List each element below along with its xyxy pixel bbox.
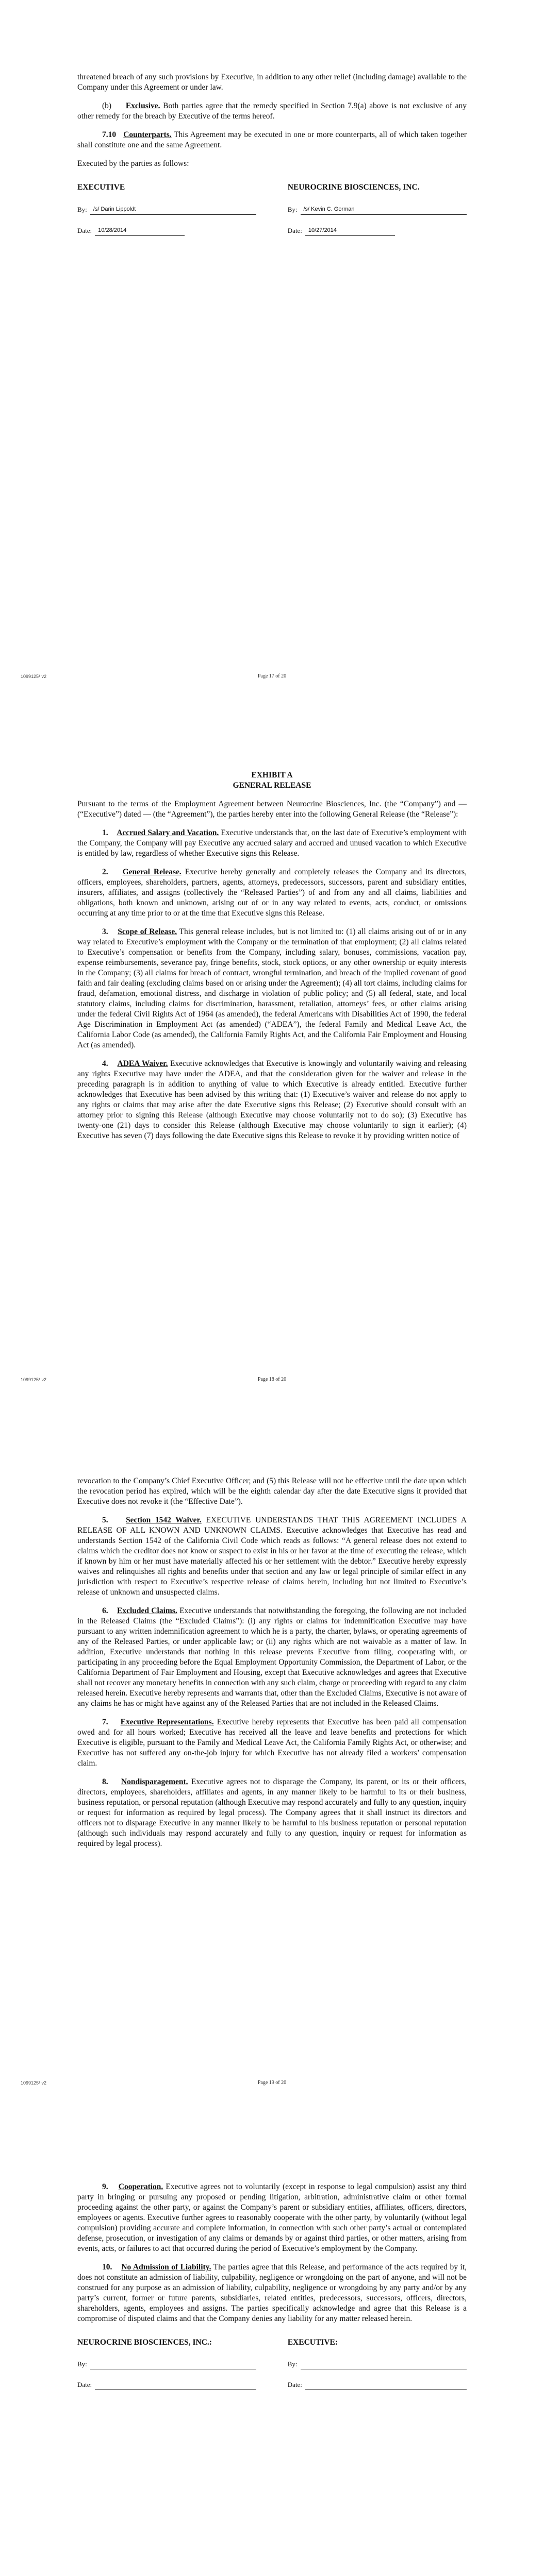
release-intro: Pursuant to the terms of the Employment Agreement between Neurocrine Biosciences, Inc. (the “Company”) and — (“Executive”) dated — (the “Agreement”), the parties hereby enter into the following General Release (the “Release”): xyxy=(77,800,467,819)
page-footer xyxy=(0,669,544,682)
section-1: 1. Accrued Salary and Vacation. Executive understands that, on the last date of Executive’s employment with the Company, the Company will pay Executive any accrued salary and accrued and unused vacation to which Executive is entitled by law, regardless of whether Executive signs this Release. xyxy=(77,828,467,858)
section-7-9-b: (b) Exclusive. Both parties agree that the remedy specified in Section 7.9(a) above is not exclusive of any other remedy for the breach by Executive of the terms hereof. xyxy=(77,101,467,121)
date-value: 10/28/2014 xyxy=(95,225,185,236)
date-blank xyxy=(305,2381,467,2390)
page-20 xyxy=(0,2110,544,2576)
release-signature-block xyxy=(77,2337,467,2400)
signature-blank xyxy=(90,2361,257,2369)
signature-blank xyxy=(301,2361,467,2369)
section-9: 9. Cooperation. Executive agrees not to voluntarily (except in response to legal compulsion) assist any third party in bringing or pursuing any proposed or pending litigation, arbitration, administrative claim or other formal proceeding against the other party, or against the Company’s parent or subsidiary entities, affiliates, officers, directors, employees or agents. Executive further agrees to reasonably cooperate with the other party, by voluntarily (without legal compulsion) providing accurate and complete information, in connection with such other party’s actual or contemplated defense, prosecution, or investigation of any claims or demands by or against third parties, or other matters, arising from events, acts, or failures to act that occurred during the period of Executive’s employment by the Company. xyxy=(77,2182,467,2253)
executive-signature: EXECUTIVE: By: Date: xyxy=(288,2337,467,2400)
section-7: 7. Executive Representations. Executive hereby represents that Executive has been paid all compensation owed and for all hours worked; Executive has received all the leave and leave benefits and protections for which Executive is eligible, pursuant to the Family and Medical Leave Act, the California Family Rights Act, or otherwise; and Executive has not suffered any on-the-job injury for which Executive has not already filed a workers’ compensation claim. xyxy=(77,1718,467,1768)
signature-value: /s/ Kevin C. Gorman xyxy=(301,204,467,215)
doc-id: 1099125¹ v2 xyxy=(21,2080,47,2086)
continuation-paragraph: revocation to the Company’s Chief Executive Officer; and (5) this Release will not be effective until the date upon which the revocation period has expired, which will be the eighth calendar day after the date Executive signs it provided that Executive does not revoke it (the “Effective Date”). xyxy=(77,1477,467,1506)
date-value: 10/27/2014 xyxy=(305,225,395,236)
page-footer xyxy=(0,1372,544,1385)
page-19 xyxy=(0,1406,544,2110)
date-blank xyxy=(95,2381,256,2390)
company-signature: NEUROCRINE BIOSCIENCES, INC.: By: Date: xyxy=(77,2337,256,2400)
doc-id: 1099125¹ v2 xyxy=(21,1377,47,1382)
page-footer xyxy=(0,2076,544,2088)
section-8: 8. Nondisparagement. Executive agrees not to disparage the Company, its parent, or its or their officers, directors, employees, shareholders, affiliates and agents, in any manner likely to be harmful to its or their business, business reputation, or personal reputation (although Executive may respond accurately and fully to any question, inquiry or request for information as required by legal process). The Company agrees that it shall instruct its directors and officers not to disparage Executive in any manner likely to be harmful to his business reputation or personal reputation (although such individuals may respond accurately and fully to any question, inquiry or request for information as required by legal process). xyxy=(77,1777,467,1848)
executed-line: Executed by the parties as follows: xyxy=(77,159,189,168)
party-name: NEUROCRINE BIOSCIENCES, INC.: xyxy=(77,2338,212,2347)
page-number: Page 17 of 20 xyxy=(257,673,287,679)
section-4: 4. ADEA Waiver. Executive acknowledges that Executive is knowingly and voluntarily waiving and releasing any rights Executive may have under the ADEA, and that the consideration given for the waiver and release in the preceding paragraph is in addition to anything of value to which Executive is already entitled. Executive further acknowledges that Executive has been advised by this writing that: (1) Executive’s waiver and release do not apply to any rights or claims that may arise after the date Executive signs this Release; (2) Executive should consult with an attorney prior to signing this Release (although Executive may choose voluntarily not to do so); (3) Executive has twenty-one (21) days to consider this Release (although Executive may choose voluntarily to sign it earlier); (4) Executive has seven (7) days following the date Executive signs this Release to revoke it by providing written notice of xyxy=(77,1059,467,1140)
exhibit-title: GENERAL RELEASE xyxy=(233,781,311,790)
exhibit-label: EXHIBIT A xyxy=(251,771,293,779)
section-10: 10. No Admission of Liability. The parties agree that this Release, and performance of the acts required by it, does not constitute an admission of liability, culpability, negligence or wrongdoing on the part of anyone, and will not be construed for any purpose as an admission of liability, culpability, negligence or wrongdoing by any party and/or by any party’s current, former or future parents, subsidiaries, related entities, predecessors, successors, officers, directors, shareholders, agents, employees and assigns. The parties specifically acknowledge and agree that this Release is a compromise of disputed claims and that the Company denies any liability for any matter released herein. xyxy=(77,2263,467,2323)
section-6: 6. Excluded Claims. Executive understands that notwithstanding the foregoing, the following are not included in the Released Claims (the “Excluded Claims”): (i) any rights or claims for indemnification Executive may have pursuant to any written indemnification agreement to which he is a party, the charter, bylaws, or operating agreements of any of the Released Parties, or under applicable law; or (ii) any rights which are not waivable as a matter of law. In addition, Executive understands that nothing in this release prevents Executive from filing, cooperating with, or participating in any proceeding before the Equal Employment Opportunity Commission, the Department of Labor, or the California Department of Fair Employment and Housing, except that Executive acknowledges and agrees that Executive shall not recover any monetary benefits in connection with any such claim, charge or proceeding with regard to any claim released herein. Executive hereby represents and warrants that, other than the Excluded Claims, Executive is not aware of any claims he has or might have against any of the Released Parties that are not included in the Released Claims. xyxy=(77,1606,467,1708)
page-18 xyxy=(0,703,544,1406)
executive-signature: EXECUTIVE By: /s/ Darin Lippoldt Date: 10/28/2014 xyxy=(77,182,256,246)
party-name: EXECUTIVE: xyxy=(287,2338,338,2347)
party-name: EXECUTIVE xyxy=(77,183,125,192)
party-name: NEUROCRINE BIOSCIENCES, INC. xyxy=(287,183,420,192)
section-5: 5. Section 1542 Waiver. EXECUTIVE UNDERSTANDS THAT THIS AGREEMENT INCLUDES A RELEASE OF ALL KNOWN AND UNKNOWN CLAIMS. Executive acknowledges that Executive has read and understands Section 1542 of the California Civil Code which reads as follows: “A general release does not extend to claims which the creditor does not know or suspect to exist in his or her favor at the time of executing the release, which if known by him or her must have materially affected his or her settlement with the debtor.” Executive hereby expressly waives and relinquishes all rights and benefits under that section and any law or legal principle of similar effect in any jurisdiction with respect to Executive’s respective release of claims herein, including but not limited to Executive’s release of unknown and unsuspected claims. xyxy=(77,1516,467,1597)
section-7-10: 7.10 Counterparts. This Agreement may be executed in one or more counterparts, all of which taken together shall constitute one and the same Agreement. xyxy=(77,130,467,149)
page-number: Page 19 of 20 xyxy=(257,2080,287,2086)
company-signature: NEUROCRINE BIOSCIENCES, INC. By: /s/ Kevin C. Gorman Date: 10/27/2014 xyxy=(288,182,467,246)
doc-id: 1099125¹ v2 xyxy=(21,674,47,679)
section-2: 2. General Release. Executive hereby generally and completely releases the Company and its directors, officers, employees, shareholders, partners, agents, attorneys, predecessors, successors, parent and subsidiary entities, insurers, affiliates, and assigns (collectively the “Released Parties”) of and from any and all claims, liabilities and obligations, both known and unknown, arising out of or in any way related to events, acts, conduct, or omissions occurring at any time prior to or at the time that Executive signs this Release. xyxy=(77,868,467,918)
signature-value: /s/ Darin Lippoldt xyxy=(90,204,257,215)
continuation-paragraph: threatened breach of any such provisions by Executive, in addition to any other relief (including damage) available to the Company under this Agreement or under law. xyxy=(77,73,467,92)
signature-block xyxy=(77,182,467,246)
page-number: Page 18 of 20 xyxy=(257,1377,287,1382)
section-3: 3. Scope of Release. This general release includes, but is not limited to: (1) all claims arising out of or in any way related to Executive’s employment with the Company or the termination of that employment; (2) all claims related to Executive’s compensation or benefits from the Company, including salary, bonuses, commissions, vacation pay, expense reimbursements, severance pay, fringe benefits, stock, stock options, or any other ownership or equity interests in the Company; (3) all claims for breach of contract, wrongful termination, and breach of the implied covenant of good faith and fair dealing (excluding claims based on or arising under the Agreement); (4) all tort claims, including claims for fraud, defamation, emotional distress, and discharge in violation of public policy; and (5) all federal, state, and local statutory claims, including claims for discrimination, harassment, retaliation, attorneys’ fees, or other claims arising under the federal Civil Rights Act of 1964 (as amended), the federal Americans with Disabilities Act of 1990, the federal Age Discrimination in Employment Act (as amended) (“ADEA”), the federal Family and Medical Leave Act, the California Labor Code (as amended), the California Family Rights Act, and the California Fair Employment and Housing Act (as amended). xyxy=(77,927,467,1049)
page-17 xyxy=(0,0,544,703)
